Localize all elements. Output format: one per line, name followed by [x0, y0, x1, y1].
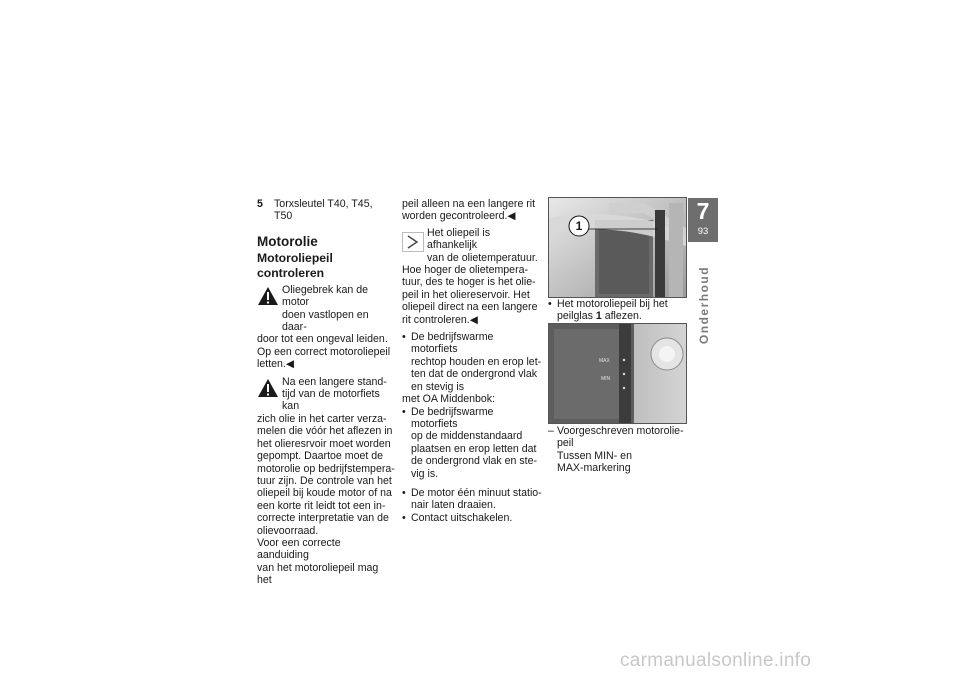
bullet-item-2 — [402, 406, 542, 480]
column-3-bullet — [548, 298, 688, 323]
tool-item-5 — [257, 198, 395, 223]
bullet-line: De bedrijfswarme motorfiets — [411, 331, 494, 356]
bullet-marker: • — [548, 298, 552, 310]
text-segment: aflezen. — [601, 310, 642, 323]
info-line: oliepeil direct na een langere — [402, 301, 538, 314]
section-title: Motorolie — [257, 233, 318, 249]
bullet-item-4 — [402, 512, 542, 524]
column-3-dash-item — [548, 425, 688, 475]
dash-line: Tussen MIN- en — [557, 449, 632, 462]
warning-line: correcte interpretatie van de — [257, 512, 389, 525]
page-number: 93 — [697, 226, 709, 237]
item-text-line: T50 — [274, 210, 293, 223]
info-line: peil in het oliereservoir. Het — [402, 288, 530, 301]
item-number: 5 — [257, 198, 263, 210]
warning-line: Na een langere stand- — [282, 375, 387, 388]
bullet-line: nair laten draaien. — [411, 499, 496, 512]
warning-line: oliepeil bij koude motor of na — [257, 487, 392, 500]
warning-line: Op een correct motoroliepeil — [257, 345, 391, 358]
paragraph-line: worden gecontroleerd.◀ — [402, 210, 516, 223]
column-1 — [257, 198, 395, 587]
bullet-line: De motor één minuut statio- — [411, 486, 542, 499]
body-paragraph — [257, 537, 395, 587]
info-line: van de olietemperatuur. — [427, 251, 538, 264]
bullet-line: en stevig is — [411, 380, 464, 393]
dash-marker: – — [548, 425, 554, 437]
bullet-line: op de middenstandaard — [411, 430, 523, 443]
warning-line: olievoorraad. — [257, 524, 319, 537]
warning-line: tijd van de motorfiets kan — [282, 388, 380, 413]
callout-number: 1 — [575, 219, 583, 233]
bullet-line — [557, 310, 668, 322]
bullet-marker: • — [402, 511, 406, 524]
bullet-line: ten dat de ondergrond vlak — [411, 368, 538, 381]
info-arrow-icon — [402, 232, 424, 252]
warning-line: Oliegebrek kan de motor — [282, 283, 368, 309]
subsection-title: Motoroliepeil controleren — [257, 250, 333, 280]
bullet-line: plaatsen en erop letten dat — [411, 442, 537, 455]
reference-number: 1 — [595, 310, 602, 323]
bullet-line: rechtop houden en erop let- — [411, 355, 542, 368]
bullet-marker: • — [402, 405, 406, 418]
paragraph-line: van het motoroliepeil mag het — [257, 561, 379, 587]
oil-sight-glass-photo-1 — [548, 197, 687, 298]
paragraph-line: peil alleen na een langere rit — [402, 198, 536, 210]
max-marking-label: MAX — [599, 358, 610, 364]
side-label-text: Onderhoud — [697, 265, 711, 345]
bullet-marker: • — [402, 331, 406, 344]
dash-line: MAX-markering — [557, 462, 631, 475]
text-segment: peilglas — [557, 310, 596, 323]
info-note — [402, 227, 542, 326]
bullet-item-read — [548, 298, 688, 323]
warning-line: melen die vóór het aflezen in — [257, 425, 393, 438]
warning-line: doen vastlopen en daar- — [282, 308, 369, 334]
item-text-line: Torxsleutel T40, T45, — [274, 198, 373, 210]
bullet-line: De bedrijfswarme motorfiets — [411, 405, 494, 430]
bullet-line: de ondergrond vlak en ste- — [411, 455, 538, 468]
warning-line: door tot een ongeval leiden. — [257, 333, 388, 346]
option-label: met OA Middenbok: — [402, 393, 496, 406]
info-line: Het oliepeil is afhankelijk — [427, 226, 491, 252]
min-marking-label: MIN — [601, 376, 611, 382]
dash-item — [548, 425, 688, 475]
warning-line: zich olie in het carter verza- — [257, 412, 387, 425]
warning-note-1 — [257, 284, 395, 371]
watermark: carmanualsonline.info — [620, 650, 812, 671]
chapter-number: 7 — [696, 198, 710, 224]
column-2 — [402, 198, 542, 524]
continued-paragraph — [402, 198, 542, 223]
warning-line: tuur zijn. De controle van het — [257, 474, 392, 487]
warning-line: een korte rit leidt tot een in- — [257, 499, 386, 512]
paragraph-line: Voor een correcte aanduiding — [257, 536, 341, 562]
warning-line: gepompt. Daartoe moet de — [257, 450, 384, 463]
dash-line: peil — [557, 437, 574, 450]
warning-line: het olieresrvoir moet worden — [257, 437, 391, 450]
bullet-line: vig is. — [411, 467, 439, 480]
photo-illustration — [549, 324, 686, 423]
bullet-line: Contact uitschakelen. — [411, 511, 513, 524]
warning-triangle-icon — [257, 286, 279, 306]
info-line: rit controleren.◀ — [402, 313, 478, 326]
bullet-marker: • — [402, 486, 406, 499]
bullet-item-1 — [402, 331, 542, 393]
info-line: Hoe hoger de olietempera- — [402, 264, 529, 277]
bullet-item-3 — [402, 487, 542, 512]
info-line: tuur, des te hoger is het olie- — [402, 276, 536, 289]
photo-illustration — [549, 198, 686, 297]
oil-sight-glass-photo-2 — [548, 323, 687, 424]
chapter-tab — [688, 198, 718, 242]
warning-line: motorolie op bedrijfstempera- — [257, 462, 395, 475]
dash-line: Voorgeschreven motorolie- — [557, 425, 684, 437]
warning-note-2 — [257, 376, 395, 537]
bullet-line: Het motoroliepeil bij het — [557, 298, 668, 310]
warning-triangle-icon — [257, 378, 279, 398]
chapter-side-label — [694, 250, 714, 360]
warning-line: letten.◀ — [257, 358, 295, 371]
